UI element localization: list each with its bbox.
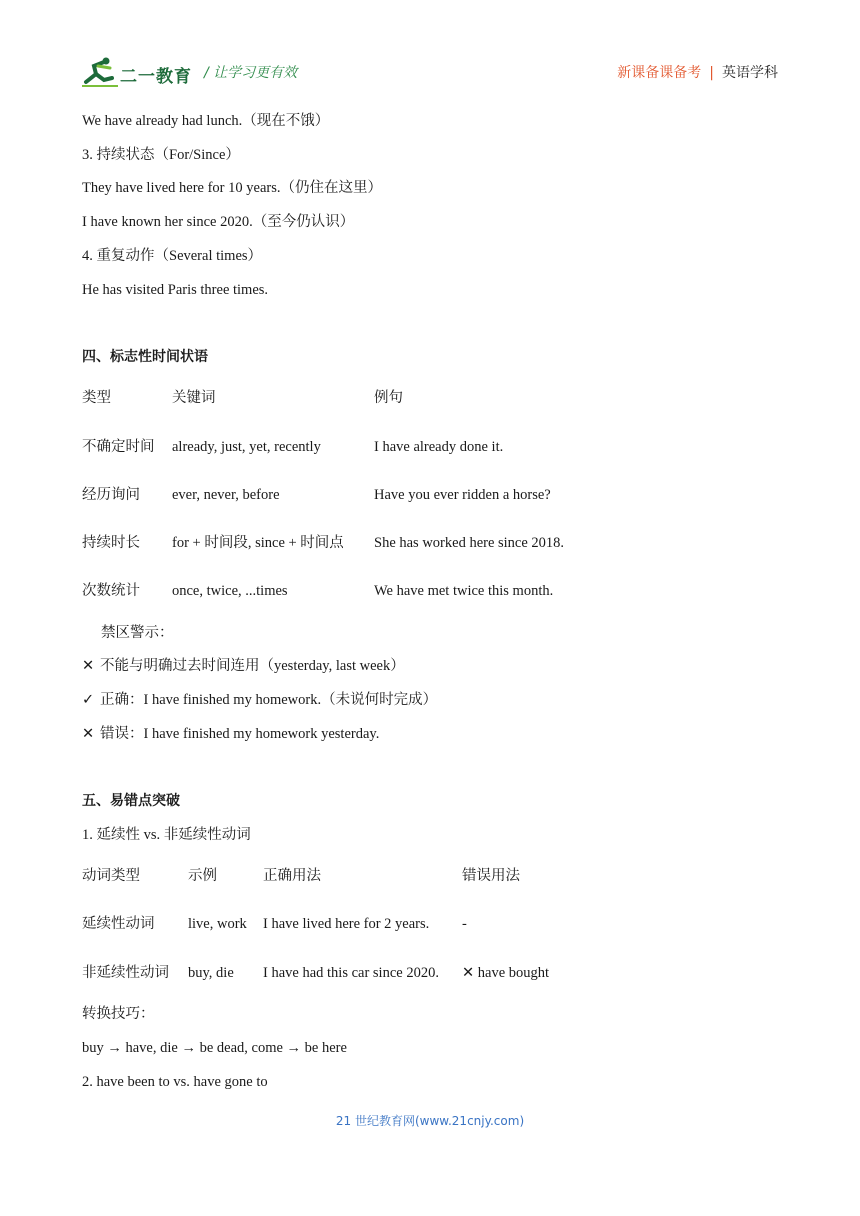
table-cell: 次数统计 [82, 583, 140, 599]
table-cell: 不确定时间 [82, 439, 155, 455]
warning-text: 错误：I have finished my homework yesterday. [100, 726, 380, 742]
table-cell: 延续性动词 [82, 916, 155, 932]
header-separator: | [709, 65, 714, 81]
table-cell: once, twice, ...times [172, 583, 288, 599]
logo-text: 二一教育 [120, 67, 192, 87]
table-cell: We have met twice this month. [374, 583, 554, 599]
text-line: 3. 持续状态（For/Since） [82, 147, 240, 163]
table-cell: live, work [188, 916, 247, 932]
text-line: 4. 重复动作（Several times） [82, 248, 263, 264]
text-line: They have lived here for 10 years.（仍住在这里） [82, 180, 382, 196]
section-subtitle: 1. 延续性 vs. 非延续性动词 [82, 827, 251, 843]
warning-text: 不能与明确过去时间连用（yesterday, last week） [100, 658, 405, 674]
table-cell: 持续时长 [82, 535, 140, 551]
table-header: 关键词 [172, 390, 216, 406]
header-course: 新课备课备考 [617, 65, 702, 81]
warning-item [82, 724, 379, 744]
table-cell: ever, never, before [172, 487, 280, 503]
table-cell: Have you ever ridden a horse? [374, 487, 551, 503]
header-subject: 英语学科 [722, 65, 778, 81]
warning-item [82, 690, 437, 710]
warning-item [82, 656, 405, 676]
section-title: 四、标志性时间状语 [82, 349, 208, 365]
table-cell: 非延续性动词 [82, 965, 169, 981]
table-cell: for + 时间段, since + 时间点 [172, 535, 344, 551]
table-header: 例句 [374, 390, 403, 406]
next-heading: 2. have been to vs. have gone to [82, 1074, 268, 1090]
tip-text: buy → have, die → be dead, come → be here [82, 1040, 347, 1056]
page-header [82, 52, 778, 92]
table-header: 动词类型 [82, 868, 140, 884]
table-cell: I have had this car since 2020. [263, 965, 439, 981]
warning-text: 正确：I have finished my homework.（未说何时完成） [100, 692, 438, 708]
table-cell: I have lived here for 2 years. [263, 916, 430, 932]
table-header: 正确用法 [263, 868, 321, 884]
cross-icon: ✕ [82, 726, 95, 742]
header-slogan: / 让学习更有效 [204, 65, 298, 81]
table-cell: I have already done it. [374, 439, 504, 455]
cross-icon: ✕ [82, 658, 95, 674]
text-line: I have known her since 2020.（至今仍认识） [82, 214, 355, 230]
table-header: 错误用法 [462, 868, 520, 884]
tip-label: 转换技巧： [82, 1006, 155, 1022]
runner-logo-icon [82, 56, 122, 88]
table-cell: 经历询问 [82, 487, 140, 503]
table-cell: ✕ have bought [462, 965, 550, 981]
table-header: 类型 [82, 390, 111, 406]
table-cell: buy, die [188, 965, 234, 981]
table-cell: She has worked here since 2018. [374, 535, 565, 551]
text-line: We have already had lunch.（现在不饿） [82, 113, 330, 129]
warning-label: 禁区警示： [101, 625, 174, 641]
section-title: 五、易错点突破 [82, 793, 180, 809]
table-cell: - [462, 916, 467, 932]
check-icon: ✓ [82, 692, 95, 708]
logo [82, 56, 192, 88]
table-cell: already, just, yet, recently [172, 439, 321, 455]
table-header: 示例 [188, 868, 217, 884]
text-line: He has visited Paris three times. [82, 282, 269, 298]
page-footer: 21 世纪教育网(www.21cnjy.com) [335, 1114, 525, 1128]
header-right [617, 62, 778, 82]
